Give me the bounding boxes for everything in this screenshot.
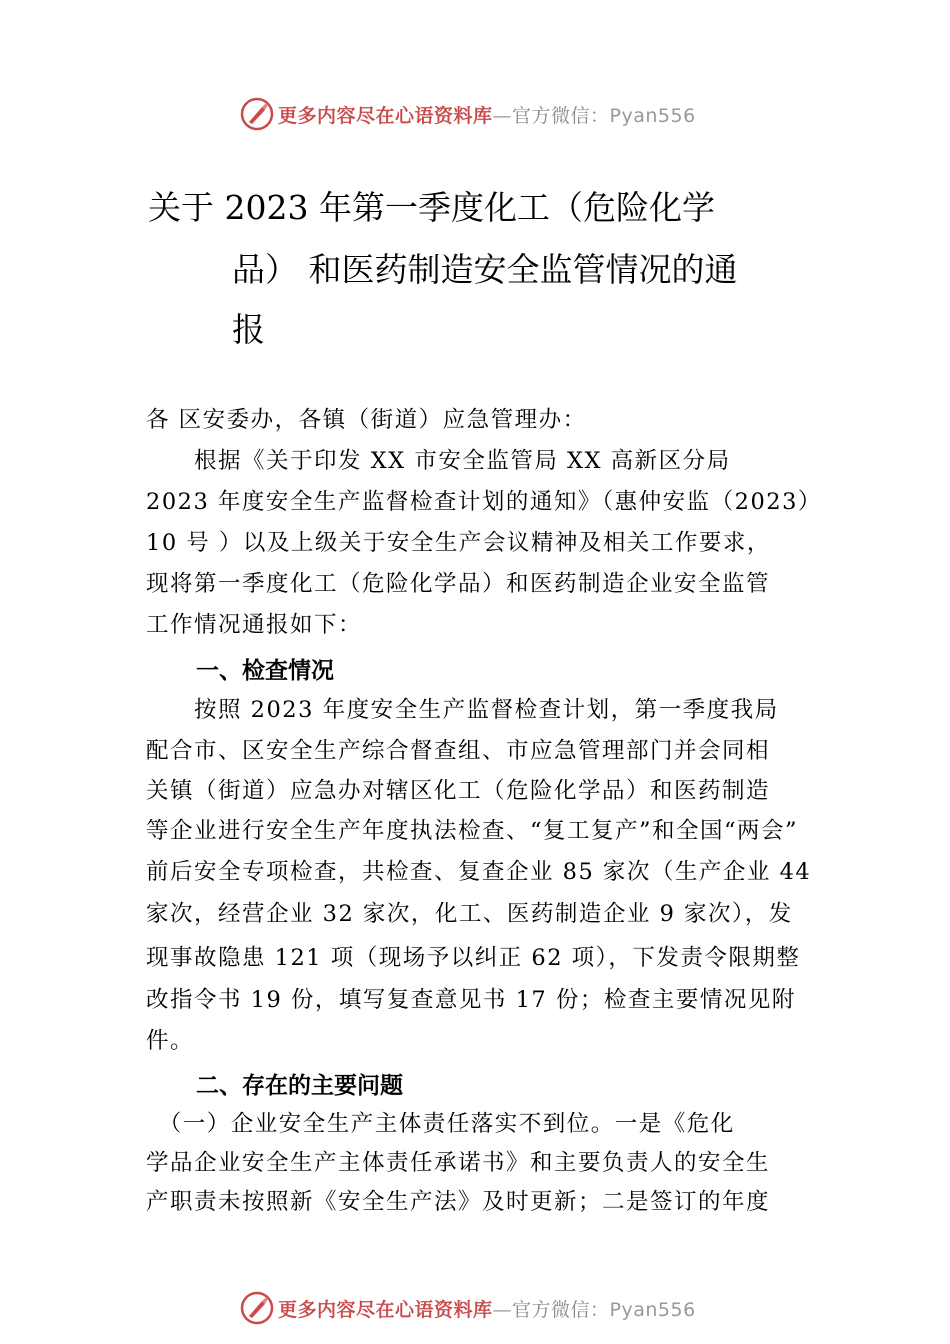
paragraph-line: 件。 — [146, 1028, 195, 1054]
watermark-dash: — — [492, 104, 513, 127]
paragraph-line: （一）企业安全生产主体责任落实不到位。一是《危化 — [146, 1111, 735, 1137]
section-heading-1: 一、检查情况 — [196, 658, 334, 684]
document-title-line-3: 报 — [232, 310, 265, 349]
paragraph-line: 产职责未按照新《安全生产法》及时更新；二是签订的年度 — [146, 1189, 771, 1215]
paragraph-line: 按照 2023 年度安全生产监督检查计划，第一季度我局 — [146, 697, 779, 723]
paragraph-line: 家次，经营企业 32 家次，化工、医药制造企业 9 家次），发 — [146, 901, 793, 927]
paragraph-line: 配合市、区安全生产综合督查组、市应急管理部门并会同相 — [146, 738, 771, 764]
salutation: 各 区安委办，各镇（街道）应急管理办： — [146, 407, 587, 433]
watermark-label: 官方微信： — [512, 1298, 610, 1321]
pen-nib-icon — [240, 97, 274, 131]
watermark-footer — [240, 1290, 696, 1326]
paragraph-line: 前后安全专项检查，共检查、复查企业 85 家次（生产企业 44 — [146, 859, 812, 885]
paragraph-line: 关镇（街道）应急办对辖区化工（危险化学品）和医药制造 — [146, 778, 771, 804]
paragraph-line: 现将第一季度化工（危险化学品）和医药制造企业安全监管 — [146, 571, 771, 597]
pen-nib-icon — [240, 1291, 274, 1325]
watermark-dash: — — [492, 1298, 513, 1321]
paragraph-line: 改指令书 19 份，填写复查意见书 17 份；检查主要情况见附 — [146, 987, 796, 1013]
paragraph-line: 10 号 ）以及上级关于安全生产会议精神及相关工作要求， — [146, 530, 771, 556]
document-title-line-1: 关于 2023 年第一季度化工（危险化学 — [148, 188, 715, 227]
paragraph-line: 学品企业安全生产主体责任承诺书》和主要负责人的安全生 — [146, 1150, 771, 1176]
paragraph-line: 工作情况通报如下： — [146, 612, 363, 638]
watermark-header — [240, 96, 696, 132]
watermark-main-text: 更多内容尽在心语资料库 — [278, 104, 493, 127]
paragraph-line: 根据《关于印发 XX 市安全监管局 XX 高新区分局 — [146, 448, 731, 474]
watermark-id: Pyan556 — [609, 1298, 696, 1321]
paragraph-line: 等企业进行安全生产年度执法检查、“复工复产”和全国“两会” — [146, 818, 799, 844]
section-heading-2: 二、存在的主要问题 — [196, 1073, 403, 1099]
paragraph-line: 2023 年度安全生产监督检查计划的通知》（惠仲安监（2023） — [146, 489, 822, 515]
watermark-label: 官方微信： — [512, 104, 610, 127]
watermark-main-text: 更多内容尽在心语资料库 — [278, 1298, 493, 1321]
document-title-line-2: 品） 和医药制造安全监管情况的通 — [232, 250, 738, 289]
watermark-id: Pyan556 — [609, 104, 696, 127]
paragraph-line: 现事故隐患 121 项（现场予以纠正 62 项），下发责令限期整 — [146, 945, 801, 971]
